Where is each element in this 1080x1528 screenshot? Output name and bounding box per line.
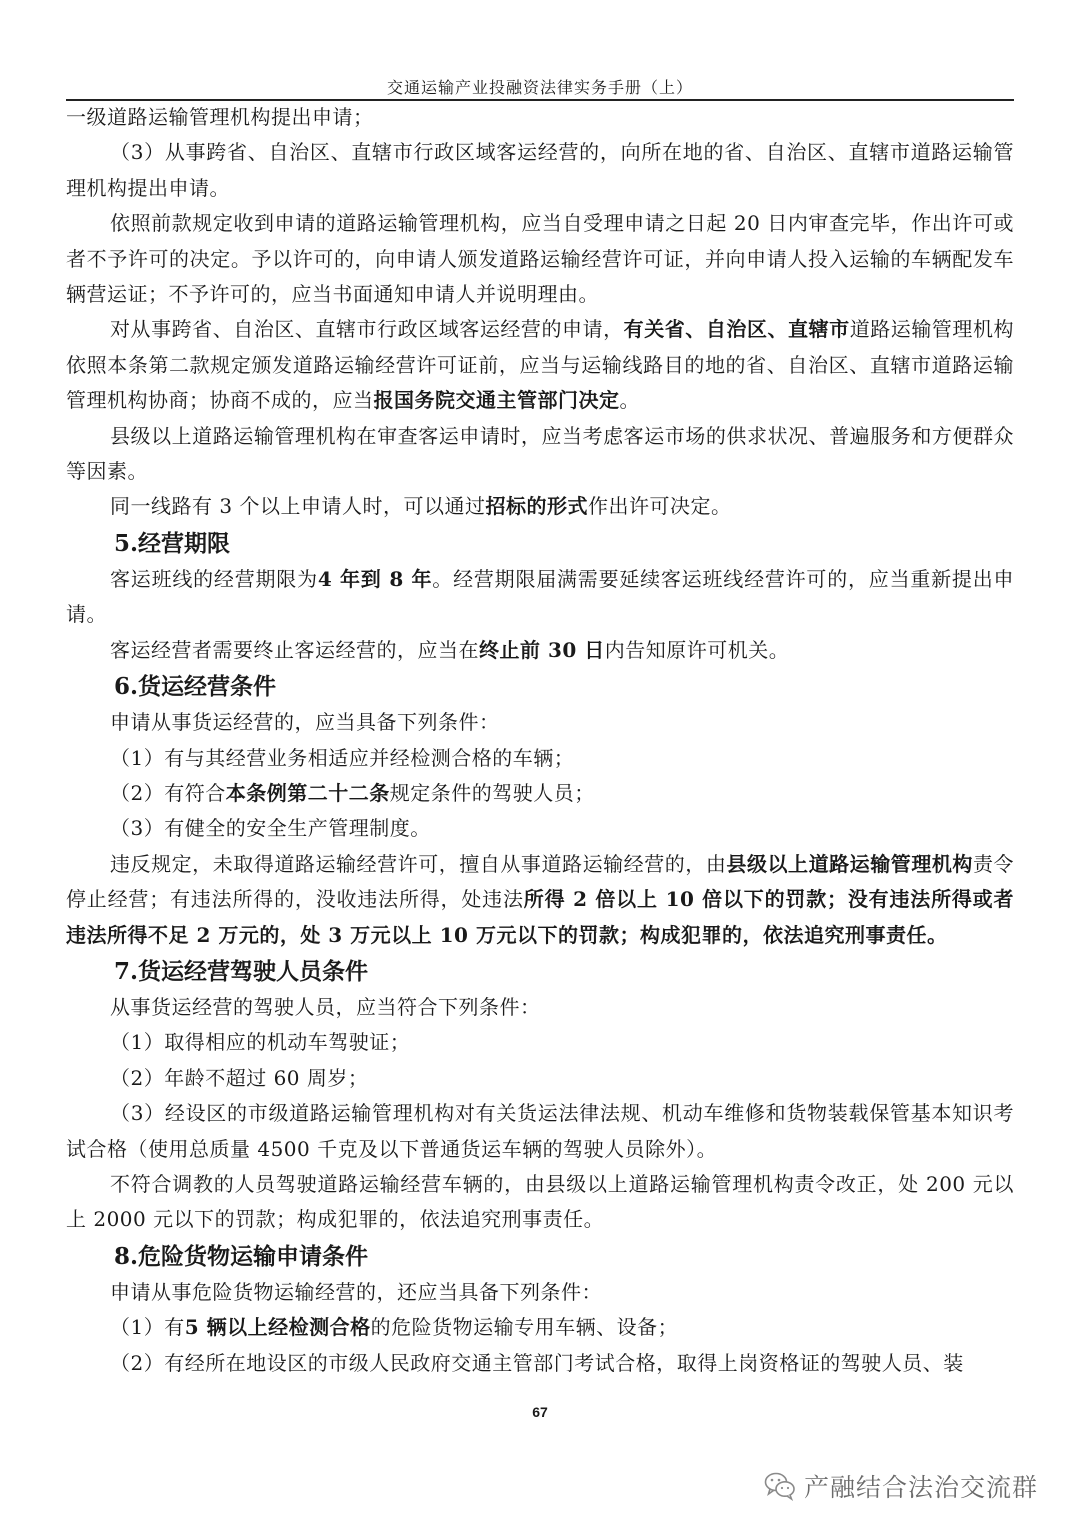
paragraph	[66, 312, 1014, 418]
paragraph: 县级以上道路运输管理机构在审查客运申请时，应当考虑客运市场的供求状况、普遍服务和方便群众等因素。	[66, 423, 1014, 484]
text-span: 违反规定，未取得道路运输经营许可，擅自从事道路运输经营的，由	[110, 851, 727, 876]
text-span: 规定条件的驾驶人员；	[389, 780, 595, 805]
emphasis: 终止前 30 日	[479, 637, 605, 662]
paragraph: （3）从事跨省、自治区、直辖市行政区域客运经营的，向所在地的省、自治区、直辖市道路运输管理机构提出申请。	[66, 140, 1014, 200]
page-number: 67	[532, 1404, 548, 1420]
emphasis: 有关省、自治区、直辖市	[623, 317, 850, 342]
running-header: 交通运输产业投融资法律实务手册（上）	[386, 78, 693, 97]
text-span: （2）有符合	[110, 780, 226, 805]
section-heading-5: 5.经营期限	[114, 529, 231, 557]
watermark	[764, 1466, 1038, 1506]
text-span: 责令停止经营；有违法所得的，没收违法所得，处违法	[66, 851, 1015, 912]
emphasis: 招标的形式	[485, 494, 588, 519]
emphasis: 所得 2 倍以上 10 倍以下的罚款；没有违法所得或者违法所得不足 2 万元的，处 3 万元以上 10 万元以下的罚款；构成犯罪的，依法追究刑事责任。	[66, 887, 1014, 947]
list-item: （3）有健全的安全生产管理制度。	[110, 816, 431, 841]
list-item	[66, 776, 1014, 811]
text-span: 内告知原许可机关。	[604, 637, 790, 662]
section-heading-7: 7.货运经营驾驶人员条件	[114, 957, 369, 985]
text-span: 道路运输管理机构依照本条第二款规定颁发道路运输经营许可证前，应当与运输线路目的地的省、自治区、直辖市道路运输管理机构协商；协商不成的，应当	[66, 317, 1015, 413]
emphasis: 县级以上道路运输管理机构	[726, 851, 973, 876]
list-item: （2）年龄不超过 60 周岁；	[110, 1065, 369, 1090]
paragraph	[66, 562, 1014, 633]
paragraph: 从事货运经营的驾驶人员，应当符合下列条件：	[110, 994, 541, 1019]
text-span: （1）有	[110, 1315, 185, 1340]
section-heading-8: 8.危险货物运输申请条件	[114, 1242, 369, 1270]
list-item: （1）取得相应的机动车驾驶证；	[110, 1030, 411, 1055]
list-item: （2）有经所在地设区的市级人民政府交通主管部门考试合格，取得上岗资格证的驾驶人员、装	[110, 1350, 964, 1375]
emphasis: 5 辆以上经检测合格	[184, 1315, 371, 1340]
paragraph: 不符合调教的人员驾驶道路运输经营车辆的，由县级以上道路运输管理机构责令改正，处 200 元以上 2000 元以下的罚款；构成犯罪的，依法追究刑事责任。	[66, 1171, 1014, 1232]
list-item: （3）经设区的市级道路运输管理机构对有关货运法律法规、机动车维修和货物装载保管基本知识考试合格（使用总质量 4500 千克及以下普通货运车辆的驾驶人员除外）。	[66, 1101, 1014, 1161]
list-item	[66, 1310, 1014, 1345]
text-span: 客运经营者需要终止客运经营的，应当在	[110, 637, 479, 662]
text-span: 同一线路有 3 个以上申请人时，可以通过	[110, 494, 486, 519]
emphasis: 本条例第二十二条	[225, 780, 390, 805]
text-span: 。	[619, 388, 640, 413]
text-span: 作出许可决定。	[587, 494, 732, 519]
paragraph: 一级道路运输管理机构提出申请；	[66, 105, 374, 129]
text-span: 对从事跨省、自治区、直辖市行政区域客运经营的申请，	[110, 317, 624, 342]
watermark-text: 产融结合法治交流群	[804, 1473, 1039, 1502]
section-heading-6: 6.货运经营条件	[114, 673, 277, 701]
paragraph: 申请从事货运经营的，应当具备下列条件：	[110, 710, 500, 735]
list-item: （1）有与其经营业务相适应并经检测合格的车辆；	[110, 745, 575, 770]
text-span: 的危险货物运输专用车辆、设备；	[370, 1315, 679, 1340]
paragraph	[66, 489, 1014, 524]
emphasis: 4 年到 8 年	[317, 566, 433, 591]
paragraph	[66, 847, 1014, 953]
paragraph	[66, 633, 1014, 668]
paragraph: 申请从事危险货物运输经营的，还应当具备下列条件：	[110, 1279, 602, 1304]
text-span: 客运班线的经营期限为	[110, 566, 318, 591]
text-span: 。经营期限届满需要延续客运班线经营许可的，应当重新提出申请。	[66, 566, 1014, 627]
emphasis: 报国务院交通主管部门决定	[373, 388, 620, 413]
document-body	[66, 100, 1014, 1381]
paragraph: 依照前款规定收到申请的道路运输管理机构，应当自受理申请之日起 20 日内审查完毕，作出许可或者不予许可的决定。予以许可的，向申请人颁发道路运输经营许可证，并向申请人投入运输的车辆配发车辆营运证；不予许可的，应当书面通知申请人并说明理由。	[66, 211, 1014, 307]
wechat-icon	[764, 1471, 796, 1501]
